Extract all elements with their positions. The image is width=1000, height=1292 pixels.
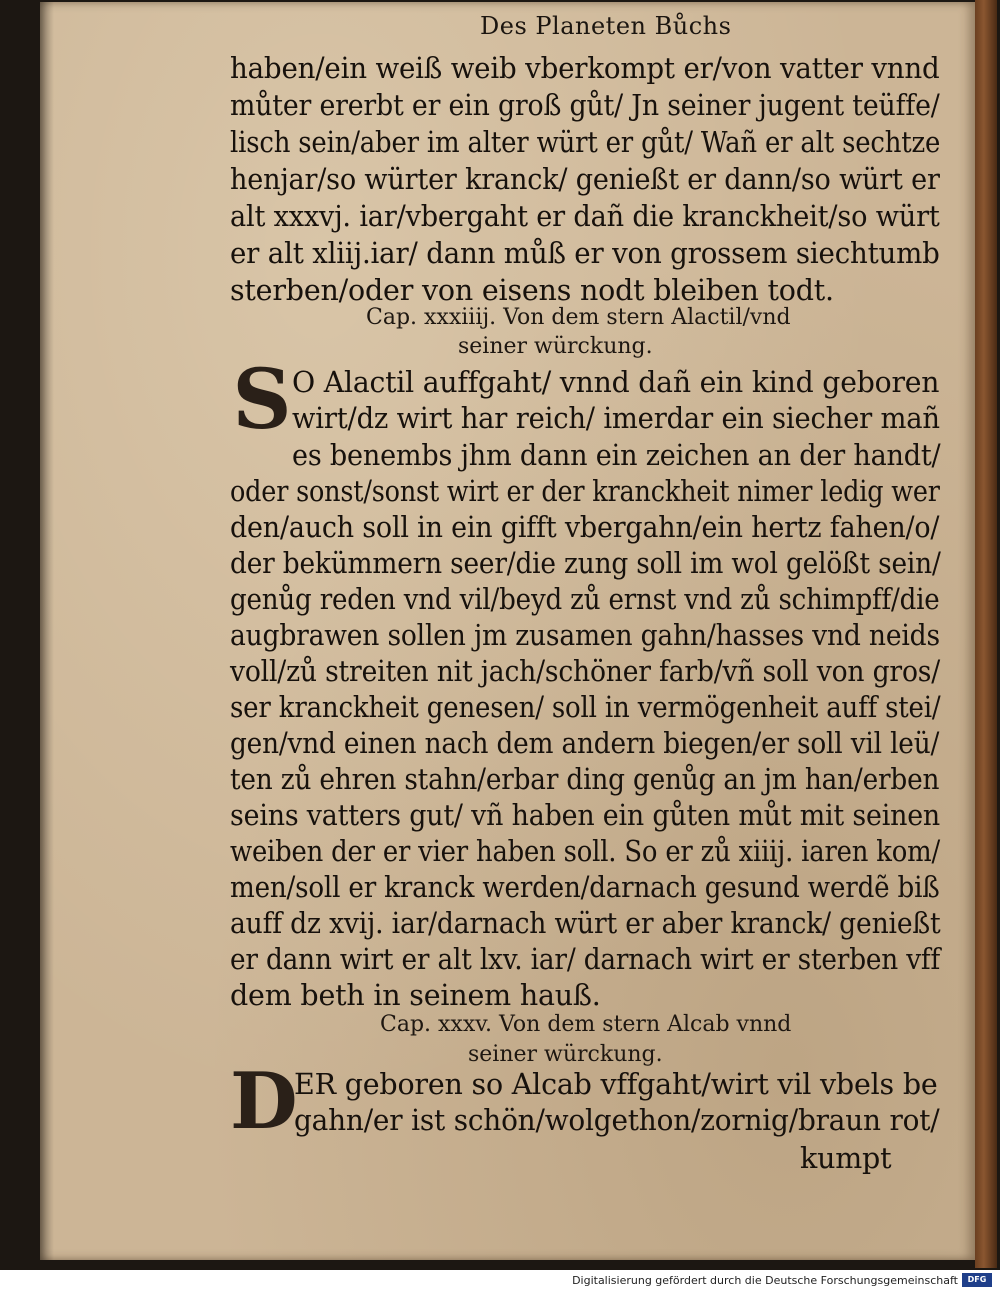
text-line: O Alactil auffgaht/ vnnd dañ ein kind geboren <box>292 366 940 399</box>
text-line: sterben/oder von eisens nodt bleiben todt. <box>230 274 834 307</box>
chapter-heading: Cap. xxxv. Von dem stern Alcab vnnd <box>380 1012 792 1037</box>
text-line: ER geboren so Alcab vffgaht/wirt vil vbels be <box>294 1068 938 1101</box>
decorated-initial-d: D <box>230 1056 298 1147</box>
text-line: er alt xliij.iar/ dann můß er von grossem siechtumb <box>230 237 940 270</box>
text-line: weiben der er vier haben soll. So er zů xiiij. iaren kom/ <box>230 835 940 868</box>
text-line: lisch sein/aber im alter würt er gůt/ Wañ er alt sechtze <box>230 126 941 159</box>
book-page <box>40 2 975 1260</box>
dfg-logo: DFG <box>962 1273 992 1287</box>
text-line: alt xxxvj. iar/vbergaht er dañ die kranckheit/so würt <box>230 200 940 233</box>
footer-bar <box>0 1270 1000 1292</box>
text-line: den/auch soll in ein gifft vbergahn/ein hertz fahen/o/ <box>230 511 940 544</box>
binding-edge <box>975 0 997 1268</box>
running-header: Des Planeten Bůchs <box>480 12 732 40</box>
chapter-heading-cont: seiner würckung. <box>468 1042 663 1067</box>
text-line: ser kranckheit genesen/ soll in vermögenheit auff stei/ <box>230 691 941 724</box>
footer-credit: Digitalisierung gefördert durch die Deutsche Forschungsgemeinschaft <box>572 1274 958 1287</box>
text-line: ten zů ehren stahn/erbar ding genůg an jm han/erben <box>230 763 940 796</box>
text-line: dem beth in seinem hauß. <box>230 979 601 1012</box>
chapter-heading: Cap. xxxiiij. Von dem stern Alactil/vnd <box>366 305 791 330</box>
text-line: genůg reden vnd vil/beyd zů ernst vnd zů schimpff/die <box>230 583 940 616</box>
text-line: men/soll er kranck werden/darnach gesund werdẽ biß <box>230 871 940 904</box>
catchword: kumpt <box>800 1142 892 1175</box>
text-line: augbrawen sollen jm zusamen gahn/hasses vnd neids <box>230 619 940 652</box>
text-line: auff dz xvij. iar/darnach würt er aber kranck/ genießt <box>230 907 941 940</box>
text-line: es benembs jhm dann ein zeichen an der handt/ <box>292 439 941 472</box>
text-line: haben/ein weiß weib vberkompt er/von vatter vnnd <box>230 52 940 85</box>
text-line: gen/vnd einen nach dem andern biegen/er soll vil leü/ <box>230 727 940 760</box>
text-line: der bekümmern seer/die zung soll im wol gelößt sein/ <box>230 547 941 580</box>
chapter-heading-cont: seiner würckung. <box>458 334 653 359</box>
text-line: můter ererbt er ein groß gůt/ Jn seiner jugent teüffe/ <box>230 89 940 122</box>
text-line: voll/zů streiten nit jach/schöner farb/vñ soll von gros/ <box>230 655 941 688</box>
text-line: er dann wirt er alt lxv. iar/ darnach wirt er sterben vff <box>230 943 941 976</box>
text-line: gahn/er ist schön/wolgethon/zornig/braun rot/ <box>294 1104 940 1137</box>
text-line: henjar/so würter kranck/ genießt er dann/so würt er <box>230 163 940 196</box>
text-line: seins vatters gut/ vñ haben ein gůten můt mit seinen <box>230 799 941 832</box>
text-line: wirt/dz wirt har reich/ imerdar ein siecher mañ <box>292 402 940 435</box>
text-line: oder sonst/sonst wirt er der kranckheit nimer ledig wer <box>230 475 940 508</box>
gutter-shadow <box>40 2 54 1260</box>
decorated-initial-s: S <box>232 352 292 448</box>
